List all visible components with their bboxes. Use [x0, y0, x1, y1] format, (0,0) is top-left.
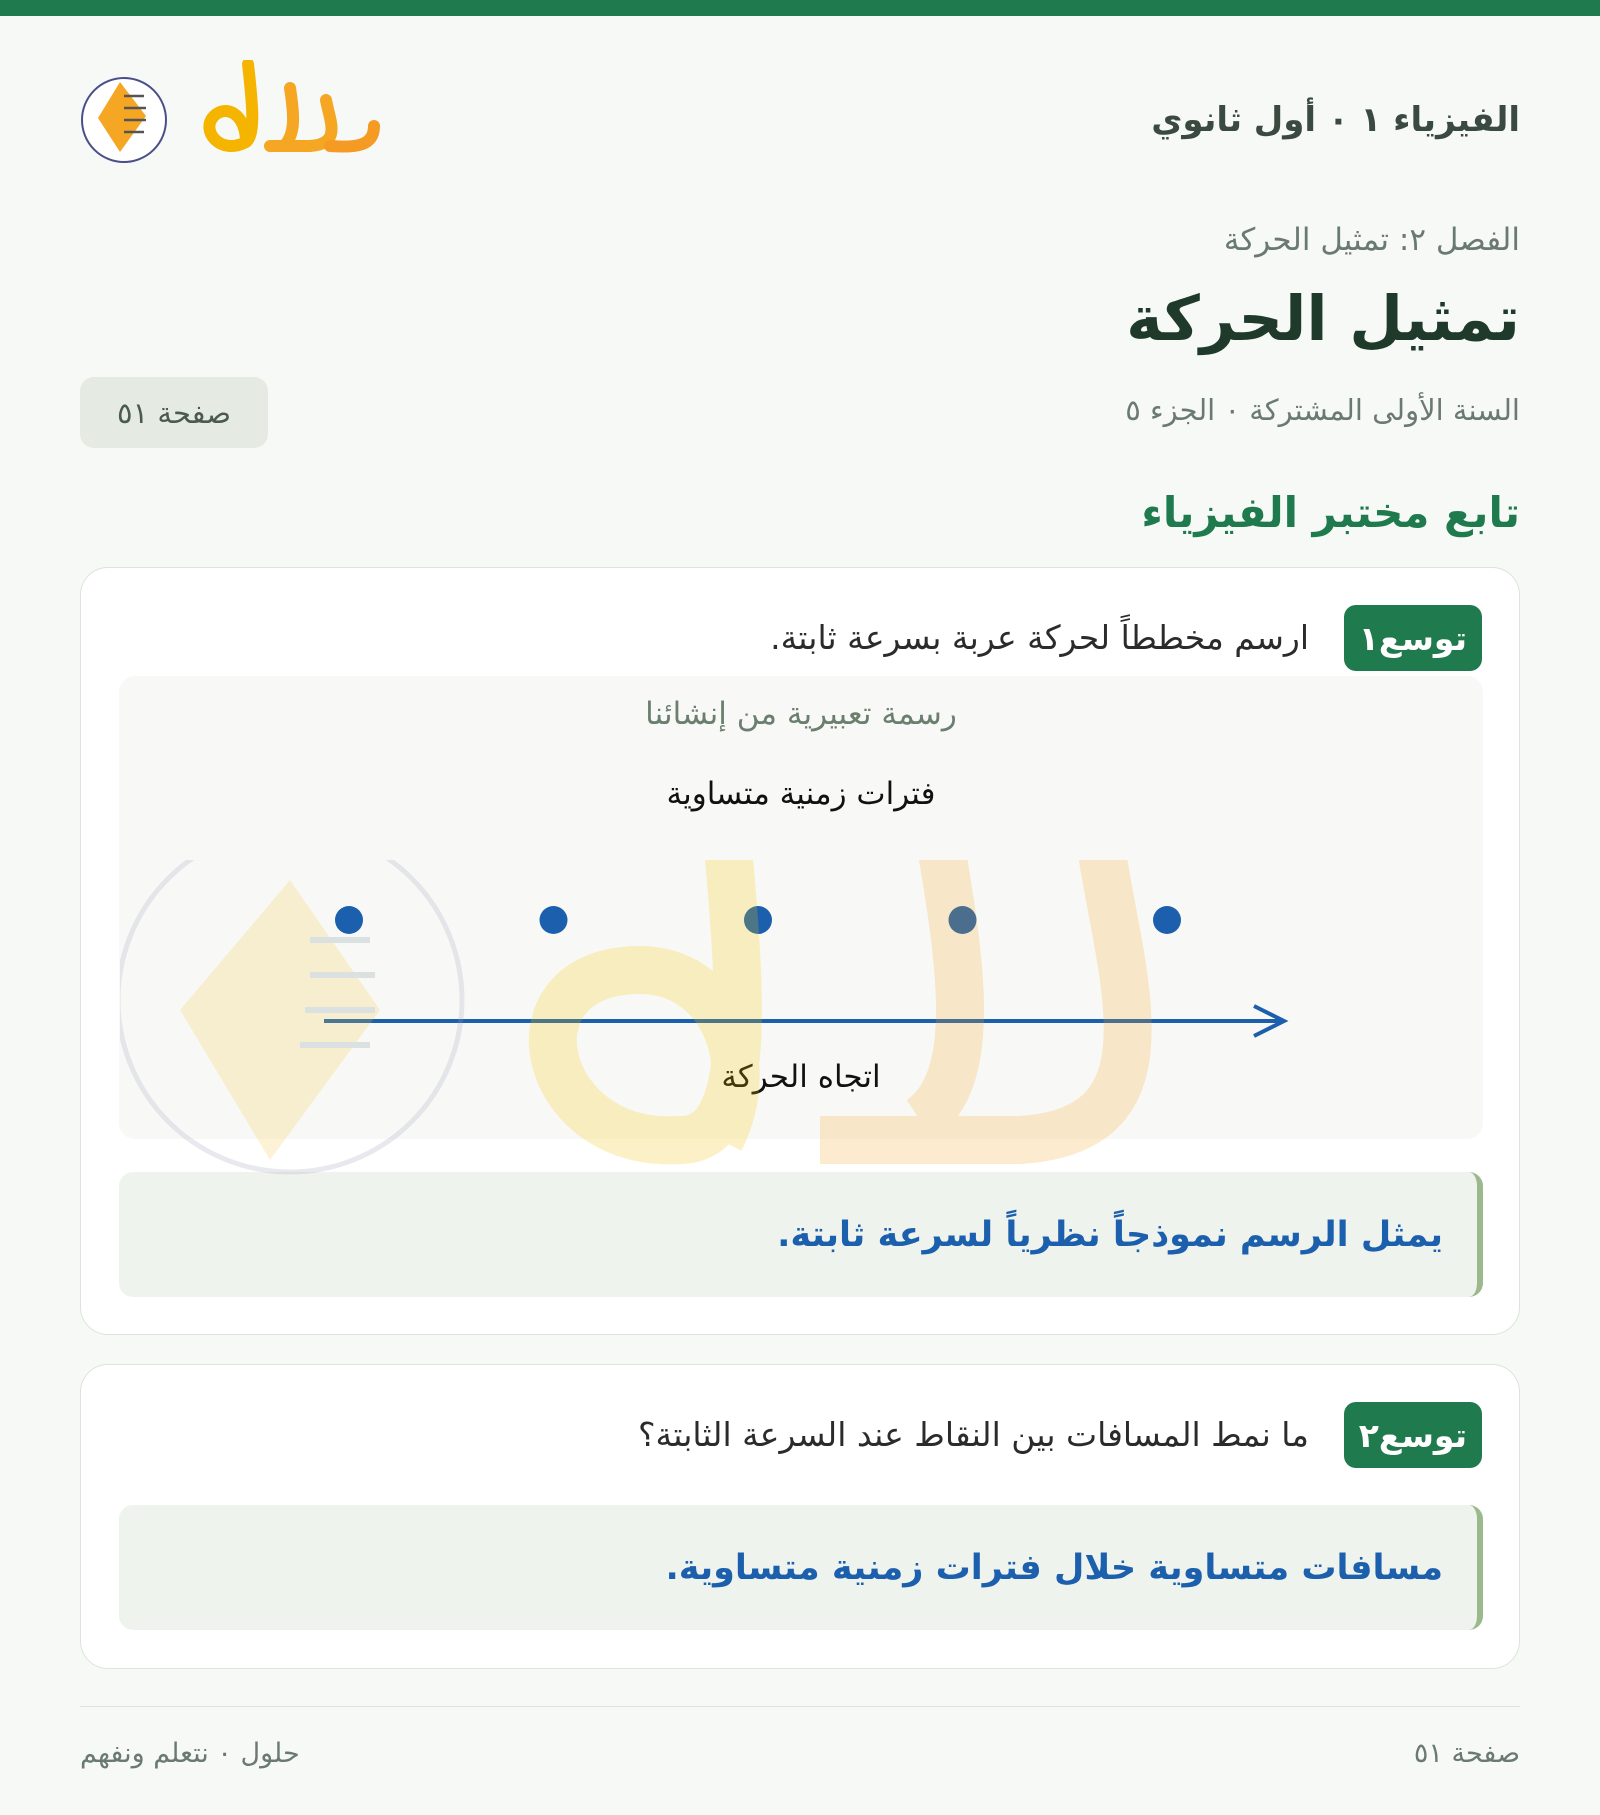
direction-label: اتجاه الحركة: [721, 1059, 881, 1095]
section-heading: تابع مختبر الفيزياء: [1141, 488, 1520, 537]
exercise-badge: توسع١: [1344, 605, 1482, 671]
motion-dot: [540, 906, 568, 934]
answer-box: [119, 1505, 1483, 1630]
motion-dot: [949, 906, 977, 934]
answer-text: مسافات متساوية خلال فترات زمنية متساوية.: [665, 1547, 1443, 1588]
motion-dot: [335, 906, 363, 934]
exercise-card-1: [80, 567, 1520, 1335]
answer-box: [119, 1172, 1483, 1297]
page-title: تمثيل الحركة: [1126, 282, 1520, 355]
exercise-question: ما نمط المسافات بين النقاط عند السرعة الثابتة؟: [638, 1415, 1309, 1454]
motion-dot: [1153, 906, 1181, 934]
top-accent-bar: [0, 0, 1600, 16]
motion-diagram: [119, 676, 1483, 1139]
hulool-logo: [80, 60, 380, 180]
footer-brand: حلول ٠ نتعلم ونفهم: [80, 1738, 300, 1769]
footer-divider: [80, 1706, 1520, 1707]
equal-intervals-label: فترات زمنية متساوية: [666, 776, 936, 812]
course-meta: السنة الأولى المشتركة ٠ الجزء ٥: [1125, 393, 1520, 427]
diagram-caption: رسمة تعبيرية من إنشائنا: [645, 696, 957, 732]
page-header: [80, 60, 1520, 180]
chapter-label: الفصل ٢: تمثيل الحركة: [1223, 222, 1520, 258]
exercise-question: ارسم مخططاً لحركة عربة بسرعة ثابتة.: [770, 618, 1309, 657]
answer-text: يمثل الرسم نموذجاً نظرياً لسرعة ثابتة.: [777, 1214, 1443, 1255]
exercise-card-2: [80, 1364, 1520, 1669]
subject-title: الفيزياء ١ ٠ أول ثانوي: [1151, 100, 1520, 140]
page-number-badge: صفحة ٥١: [80, 377, 268, 448]
exercise-badge: توسع٢: [1344, 1402, 1482, 1468]
motion-dot: [744, 906, 772, 934]
motion-dots: [335, 906, 1181, 934]
footer-page-number: صفحة ٥١: [1413, 1738, 1520, 1769]
